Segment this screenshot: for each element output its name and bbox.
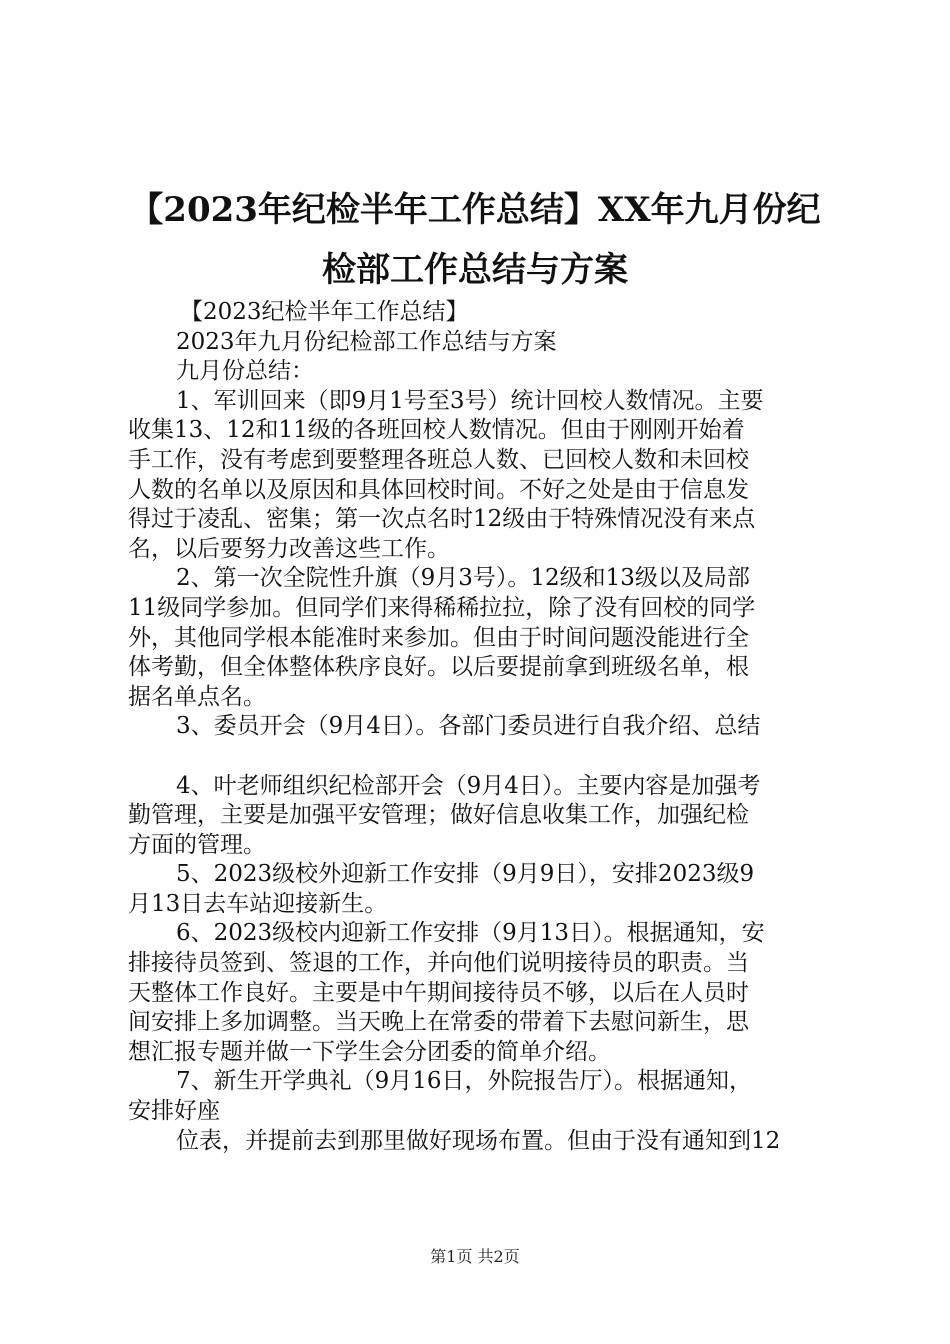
text-line: 天整体工作良好。主要是中午期间接待员不够，以后在人员时 [128,979,749,1006]
page-number: 第1页 共2页 [430,1247,520,1266]
text-line: 间安排上多加调整。当天晚上在常委的带着下去慰问新生，思 [128,1009,749,1036]
text-line: 外，其他同学根本能准时来参加。但由于时间问题没能进行全 [128,624,749,651]
text-line: 名，以后要努力改善这些工作。 [128,535,450,562]
page-footer [0,1244,950,1267]
text-line: 勤管理，主要是加强平安管理；做好信息收集工作，加强纪检 [128,802,749,829]
document-title [100,180,850,300]
text-line: 排接待员签到、签退的工作，并向他们说明接待员的职责。当 [128,950,749,977]
text-line: 方面的管理。 [128,831,266,858]
document-body [128,298,830,1156]
text-line: 11级同学参加。但同学们来得稀稀拉拉，除了没有回校的同学 [128,594,756,621]
text-line: 6、2023级校内迎新工作安排（9月13日）。根据通知，安 [176,920,765,947]
title-line-2: 检部工作总结与方案 [322,250,628,290]
text-line: 1、军训回来（即9月1号至3号）统计回校人数情况。主要 [176,387,764,414]
title-line-1: 【2023年纪检半年工作总结】XX年九月份纪 [129,190,821,230]
text-line: 月13日去车站迎接新生。 [128,890,388,917]
text-line: 收集13、12和11级的各班回校人数情况。但由于刚刚开始着 [128,417,745,444]
text-line: 2、第一次全院性升旗（9月3号）。12级和13级以及局部 [176,565,750,592]
text-line: 2023年九月份纪检部工作总结与方案 [176,328,557,355]
text-line: 7、新生开学典礼（9月16日，外院报告厅）。根据通知， [176,1068,753,1095]
text-line: 3、委员开会（9月4日）。各部门委员进行自我介绍、总结 [176,713,761,740]
text-line: 位表，并提前去到那里做好现场布置。但由于没有通知到12 [176,1127,781,1154]
text-line: 【2023纪检半年工作总结】 [180,299,469,325]
text-line: 想汇报专题并做一下学生会分团委的简单介绍。 [128,1038,611,1065]
text-line: 安排好座 [128,1098,220,1125]
text-line: 人数的名单以及原因和具体回校时间。不好之处是由于信息发 [128,476,749,503]
paragraph-gap [128,742,830,772]
text-line: 4、叶老师组织纪检部开会（9月4日）。主要内容是加强考 [176,772,761,799]
text-line: 5、2023级校外迎新工作安排（9月9日），安排2023级9 [176,861,755,888]
text-line: 体考勤，但全体整体秩序良好。以后要提前拿到班级名单，根 [128,654,749,681]
text-line: 手工作，没有考虑到要整理各班总人数、已回校人数和未回校 [128,446,749,473]
text-line: 九月份总结： [176,358,314,385]
text-line: 据名单点名。 [128,683,266,710]
text-line: 得过于凌乱、密集；第一次点名时12级由于特殊情况没有来点 [128,506,756,533]
